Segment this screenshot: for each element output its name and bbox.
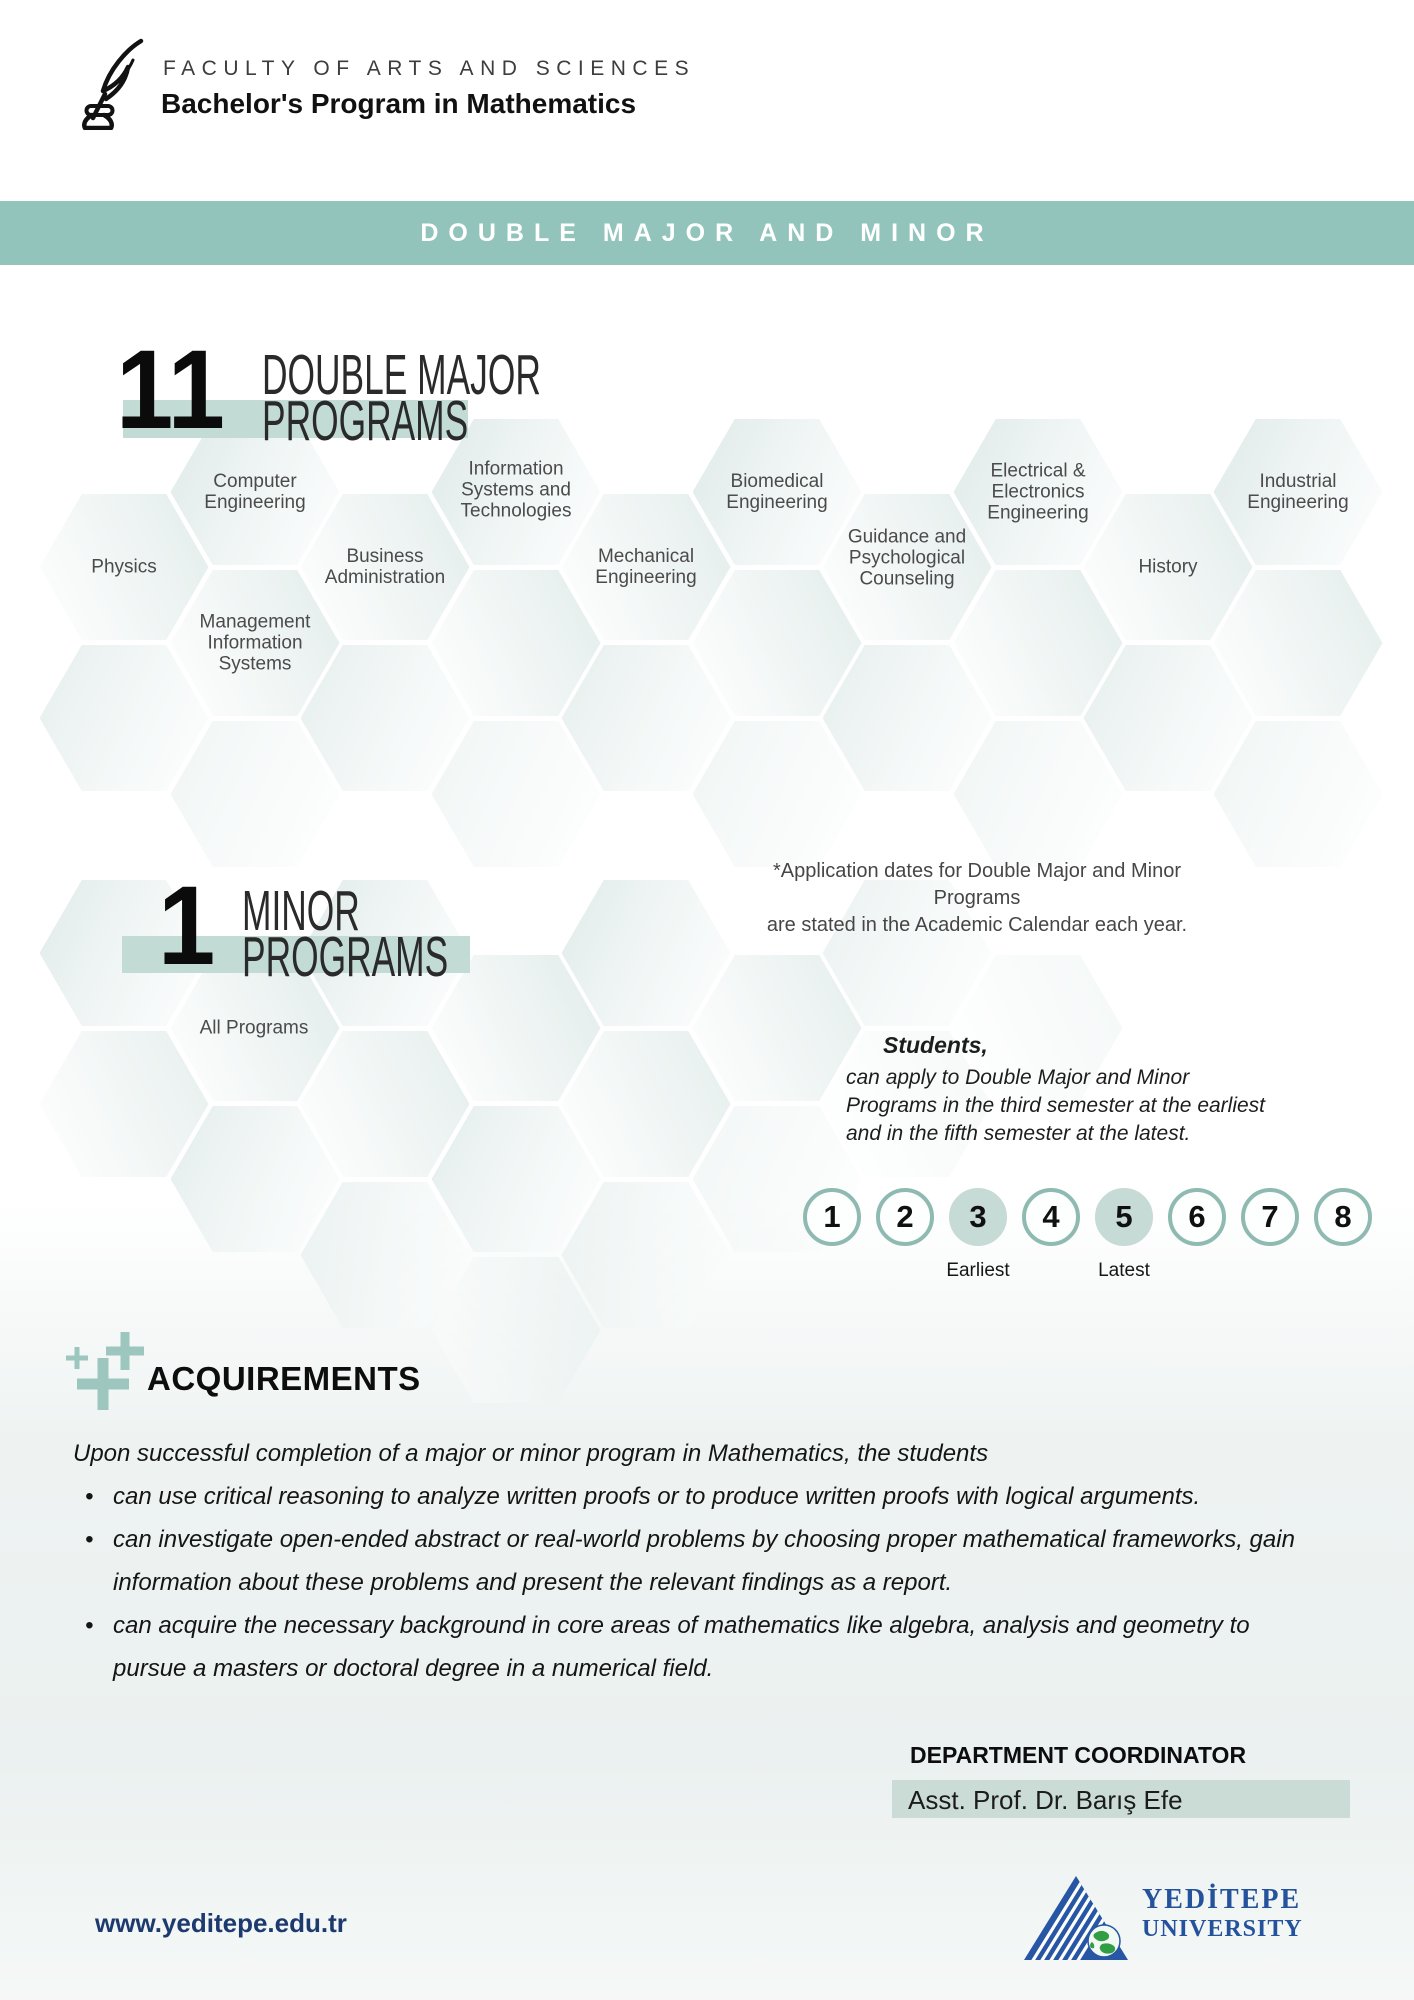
program-label: Mechanical Engineering [595, 546, 697, 588]
hexagon-decor [432, 570, 601, 716]
hexagon-decor [954, 721, 1123, 867]
university-name-line2: UNIVERSITY [1142, 1916, 1303, 1942]
application-note-line: *Application dates for Double Major and Minor Programs [773, 860, 1181, 909]
latest-label: Latest [1098, 1260, 1150, 1281]
plus-signs-icon [60, 1326, 152, 1418]
minor-title-line2: PROGRAMS [242, 925, 449, 989]
hexagon-decor [562, 645, 731, 791]
hexagon-decor [301, 645, 470, 791]
acquirements-list [73, 1475, 1323, 1690]
hexagon-decor [171, 721, 340, 867]
semester-circle-7: 7 [1241, 1188, 1299, 1246]
acquirement-item: • can use critical reasoning to analyze written proofs or to produce written proofs with logical arguments. [73, 1475, 1323, 1518]
program-label: Industrial Engineering [1247, 471, 1349, 513]
double-major-title-line1: DOUBLE MAJOR [262, 343, 541, 407]
students-note [846, 1032, 1316, 1148]
coordinator-name: Asst. Prof. Dr. Barış Efe [908, 1785, 1183, 1815]
application-note [737, 858, 1217, 939]
hexagon-decor [432, 955, 601, 1101]
hexagon-decor [954, 570, 1123, 716]
website-link[interactable]: www.yeditepe.edu.tr [95, 1908, 347, 1938]
semester-circle-4: 4 [1022, 1188, 1080, 1246]
yeditepe-logo-icon [1022, 1874, 1132, 1964]
program-label: Guidance and Psychological Counseling [847, 526, 967, 590]
hexagon-decor [432, 1257, 601, 1403]
hexagon-decor [562, 880, 731, 1026]
semester-circle-6: 6 [1168, 1188, 1226, 1246]
hexagon-decor [1214, 570, 1383, 716]
students-note-line: and in the fifth semester at the latest. [846, 1122, 1191, 1145]
hexagon-decor [693, 570, 862, 716]
semester-circle-8: 8 [1314, 1188, 1372, 1246]
program-label: Computer Engineering [204, 471, 306, 513]
semester-circle-3: 3 [949, 1188, 1007, 1246]
program-label: Electrical & Electronics Engineering [987, 460, 1089, 524]
program-label: Management Information Systems [199, 611, 311, 675]
hexagon-decor [432, 721, 601, 867]
banner-title: DOUBLE MAJOR AND MINOR [420, 218, 994, 247]
hexagon-decor [432, 1106, 601, 1252]
double-major-title-line2: PROGRAMS [262, 389, 469, 453]
earliest-label: Earliest [946, 1260, 1010, 1281]
minor-title [242, 879, 449, 989]
acquirement-item: • can investigate open-ended abstract or real-world problems by choosing proper mathematical frameworks, gain information about these problems and present the relevant findings as a report. [73, 1518, 1323, 1604]
semester-circle-1: 1 [803, 1188, 861, 1246]
hexagon-decor [301, 1182, 470, 1328]
acquirements-body [73, 1432, 1323, 1690]
hexagon-decor [301, 1031, 470, 1177]
program-label: Information Systems and Technologies [460, 458, 572, 522]
application-note-line: are stated in the Academic Calendar each year. [766, 914, 1188, 936]
hexagon-decor [1084, 645, 1253, 791]
university-wordmark [1142, 1884, 1303, 1943]
university-name-line1: YEDİTEPE [1142, 1884, 1302, 1915]
semester-circle-5: 5 [1095, 1188, 1153, 1246]
program-label: All Programs [199, 1017, 309, 1039]
hexagon-decor [562, 1031, 731, 1177]
hexagon-decor [693, 721, 862, 867]
hexagon-decor [823, 645, 992, 791]
students-note-line: can apply to Double Major and Minor [846, 1066, 1190, 1089]
hexagon-decor [1214, 721, 1383, 867]
hexagon-decor [40, 645, 209, 791]
acquirements-title: ACQUIREMENTS [147, 1360, 421, 1397]
program-label: Physics [91, 556, 157, 578]
program-label: Business Administration [324, 546, 446, 588]
hexagon-decor [562, 1182, 731, 1328]
double-major-count: 11 [116, 327, 225, 452]
acquirement-item: • can acquire the necessary background in core areas of mathematics like algebra, analysis and geometry to pursue a masters or doctoral degree in a numerical field. [73, 1604, 1323, 1690]
semester-circle-2: 2 [876, 1188, 934, 1246]
section-banner [0, 201, 1414, 265]
students-note-line: Programs in the third semester at the earliest [846, 1094, 1266, 1117]
page-title: Bachelor's Program in Mathematics [161, 88, 637, 119]
program-label: History [1138, 556, 1198, 578]
quill-ink-icon [78, 36, 150, 130]
students-note-lead: Students, [883, 1032, 988, 1058]
minor-count: 1 [158, 863, 216, 988]
faculty-name: FACULTY OF ARTS AND SCIENCES [163, 57, 696, 80]
hexagon-decor [40, 1031, 209, 1177]
acquirements-intro: Upon successful completion of a major or minor program in Mathematics, the students [73, 1440, 989, 1467]
hexagon-decor [171, 1106, 340, 1252]
hexagon-decor [693, 955, 862, 1101]
minor-title-line1: MINOR [242, 879, 360, 943]
double-major-title [262, 343, 541, 453]
program-label: Biomedical Engineering [726, 471, 828, 513]
coordinator-title: DEPARTMENT COORDINATOR [910, 1742, 1247, 1768]
